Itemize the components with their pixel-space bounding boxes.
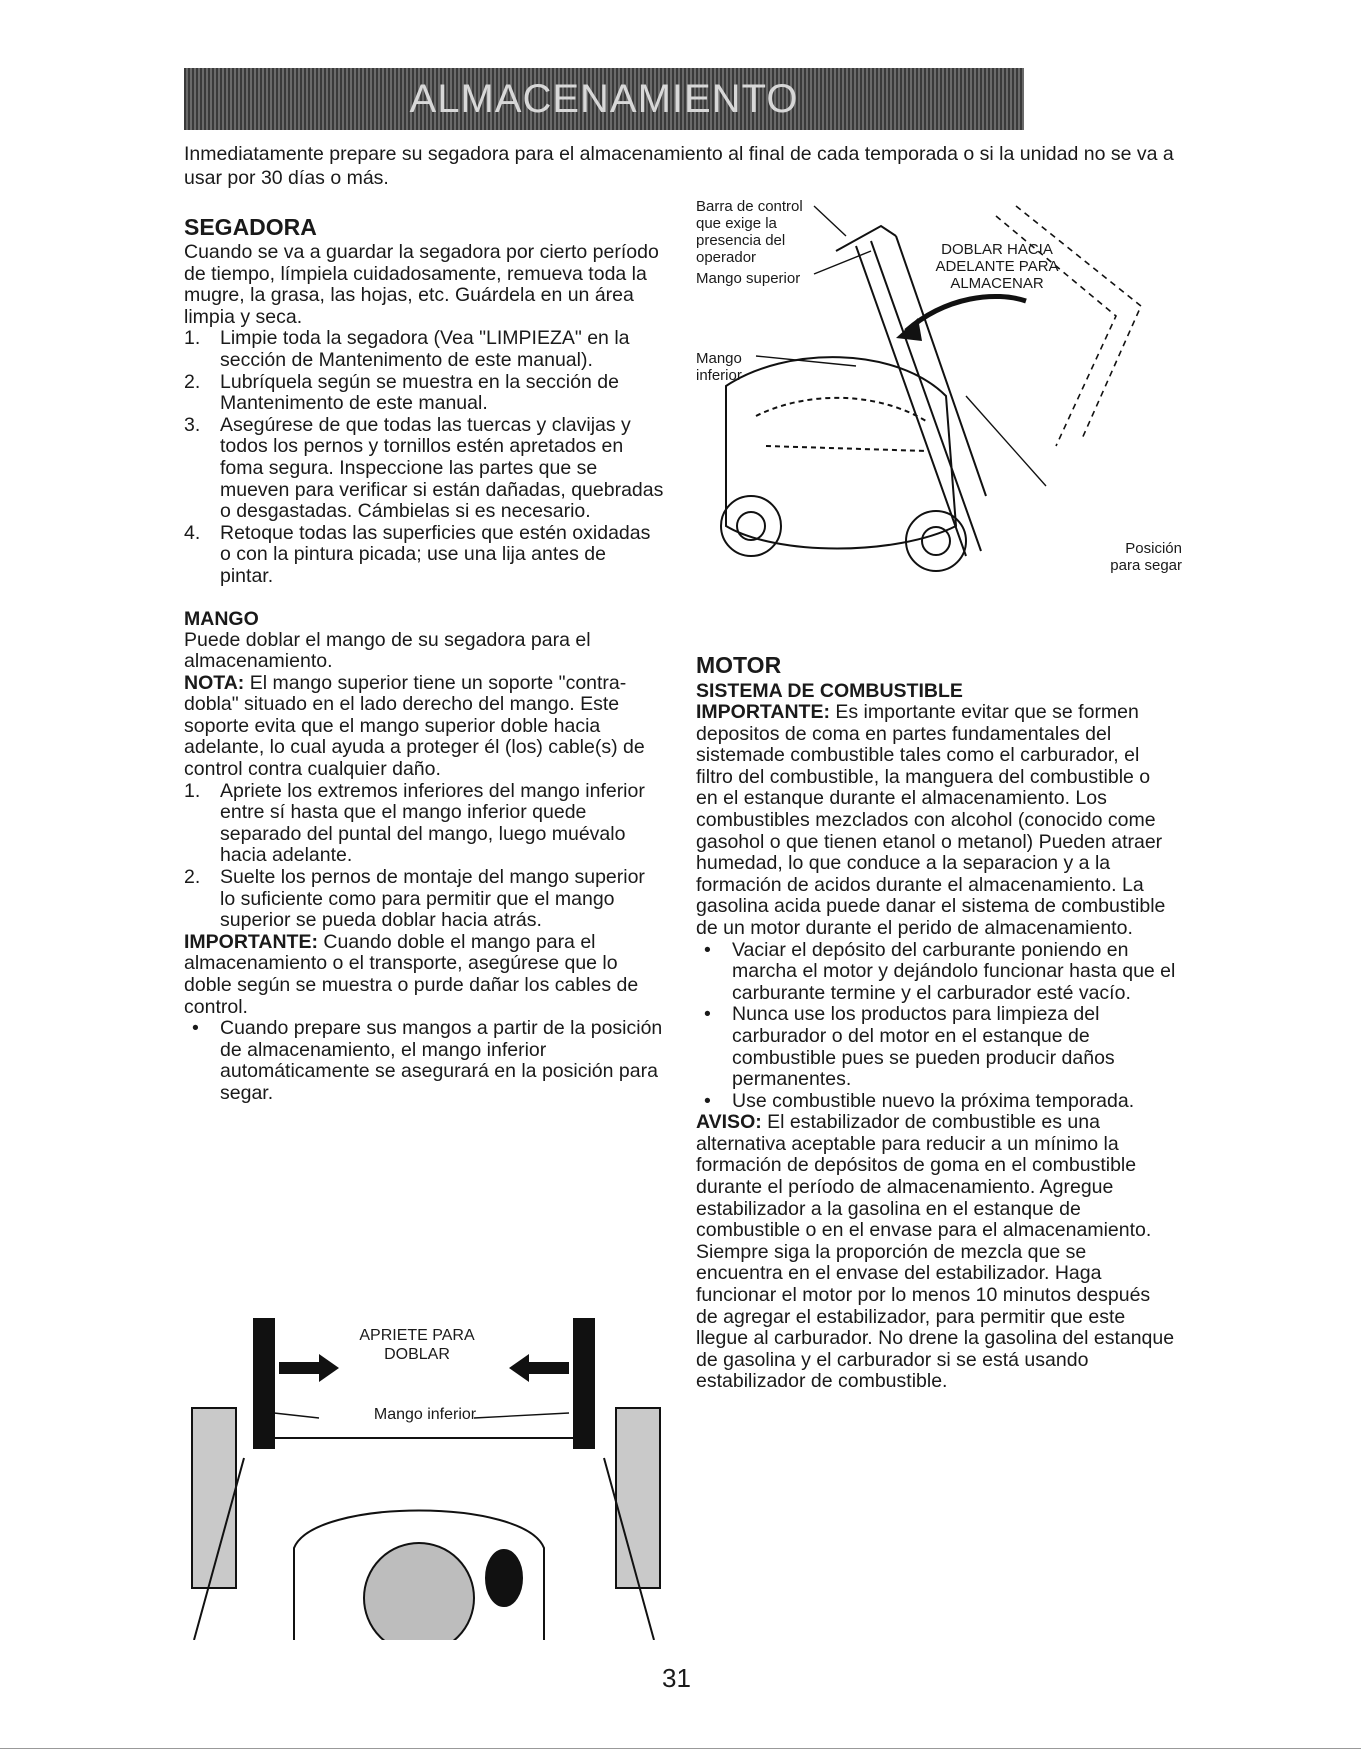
motor-aviso: AVISO: El estabilizador de combustible es una alternativa aceptable para reducir a un mínimo la formación de depósitos de goma en el combustible durante el período de almacenamiento. Agregue estabilizador a la gasolina en el estanque de combustible o en el envase para el almacenamiento. Siempre siga la proporción de mezcla que se encuentra en el envase del estabilizador. Haga funcionar el motor por lo menos 10 minutos después de agregar el estabilizador, para permitir que este llegue al carburador. No drene la gasolina del estanque de gasolina y el carburador si se está usando estabilizador de combustible. — [696, 1111, 1175, 1393]
list-item: 2. Lubríquela según se muestra en la sección de Mantenimento de este manual. — [184, 370, 619, 415]
list-item: • Vaciar el depósito del carburante poniendo en marcha el motor y dejándolo funcionar hasta que el carburante termine y el carburador esté vacío. — [704, 938, 1176, 1004]
fold-arrow-icon — [906, 296, 1026, 331]
list-item: • Use combustible nuevo la próxima temporada. — [704, 1089, 1135, 1112]
motor-bullets — [696, 940, 1176, 1113]
list-item: 1. Limpie toda la segadora (Vea "LIMPIEZA" en la sección de Mantenimento de este manual). — [184, 327, 630, 371]
arrow-right-icon — [279, 1354, 339, 1382]
page-number: 31 — [662, 1663, 691, 1693]
segadora-steps — [184, 328, 664, 587]
left-column — [184, 214, 664, 1105]
mango-heading: MANGO — [184, 607, 259, 630]
mango-steps — [184, 781, 664, 932]
segadora-heading: SEGADORA — [184, 214, 317, 240]
bottom-divider — [0, 1748, 1361, 1749]
intro-paragraph: Inmediatamente prepare su segadora para el almacenamiento al final de cada temporada o si la unidad no se va a usar por 30 días o más. — [184, 143, 1174, 189]
segadora-paragraph: Cuando se va a guardar la segadora por cierto período de tiempo, límpiela cuidadosamente, remueva toda la mugre, la grasa, las hojas, etc. Guárdela en un área limpia y seca. — [184, 241, 659, 328]
mango-nota: NOTA: El mango superior tiene un soporte "contra-dobla" situado en el lado derecho del mango. Este soporte evita que el mango superior doble hacia adelante, lo cual ayuda a proteger él (los) cable(s) de control contra cualquier daño. — [184, 671, 645, 781]
mango-importante: IMPORTANTE: Cuando doble el mango para el almacenamiento o el transporte, asegúrese que lo doble según se muestra o purde dañar los cables de control. — [184, 930, 639, 1018]
label-mango-superior: Mango superior — [696, 270, 801, 287]
combustible-heading: SISTEMA DE COMBUSTIBLE — [696, 680, 963, 702]
handle-squeeze-figure — [184, 1318, 664, 1640]
motor-importante: IMPORTANTE: Es importante evitar que se formen depositos de coma en partes fundamentales del sistemade combustible tales como el carburador, el filtro del combustible, la manguera del combustible o en el estanque durante el almacenamiento. Los combustibles mezclados con alcohol (conocido come gasohol o que tienen etanol o metanol) Pueden atraer humedad, lo que conduce a la separacion y a la formación de acidos durante el almacenamiento. La gasolina acida puede danar el sistema de combustible de un motor durante el perido de almacenamiento. — [696, 701, 1166, 939]
section-banner — [184, 68, 1024, 130]
label-posicion: Posición para segar — [1110, 540, 1182, 574]
mango-bullets — [184, 1018, 664, 1104]
motor-heading: MOTOR — [696, 652, 782, 678]
label-apriete: APRIETE PARA DOBLAR — [359, 1327, 475, 1363]
section-title: ALMACENAMIENTO — [409, 76, 799, 121]
list-item: • Cuando prepare sus mangos a partir de la posición de almacenamiento, el mango inferior automáticamente se asegurará en la posición para segar. — [192, 1017, 663, 1104]
list-item: • Nunca use los productos para limpieza del carburador o del motor en el estanque de combustible pues se pueden producir daños permanentes. — [704, 1003, 1115, 1091]
list-item: 1. Apriete los extremos inferiores del mango inferior entre sí hasta que el mango inferior quede separado del puntal del mango, luego muévalo hacia adelante. — [184, 779, 645, 867]
label-mango-inferior: Mango inferior — [696, 350, 742, 384]
label-doblar: DOBLAR HACIA ADELANTE PARA ALMACENAR — [935, 241, 1059, 292]
right-column — [696, 652, 1176, 1393]
list-item: 2. Suelte los pernos de montaje del mango superior lo suficiente como para permitir que el mango superior se pueda doblar hacia atrás. — [184, 866, 645, 932]
list-item: 4. Retoque todas las superficies que estén oxidadas o con la pintura picada; use una lija antes de pintar. — [184, 521, 651, 587]
label-barra: Barra de control que exige la presencia del operador — [696, 198, 803, 266]
list-item: 3. Asegúrese de que todas las tuercas y clavijas y todos los pernos y tornillos estén apretados en foma segura. Inspeccione las partes que se mueven para verificar si están dañadas, quebradas o desgastadas. Cámbielas si es necesario. — [184, 413, 664, 523]
mango-paragraph: Puede doblar el mango de su segadora para el almacenamiento. — [184, 628, 591, 673]
arrow-left-icon — [509, 1354, 569, 1382]
label-mango-inferior-bottom: Mango inferior — [373, 1406, 477, 1423]
